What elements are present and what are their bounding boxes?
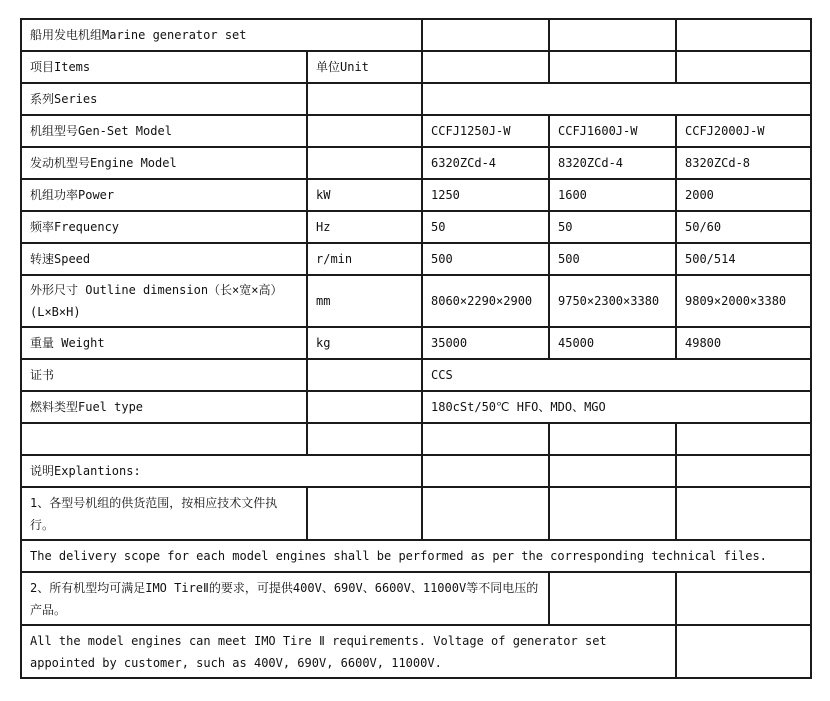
row-explanations-header [21, 455, 811, 487]
cell-frequency-label: 频率Frequency [21, 211, 307, 243]
cell-empty [422, 19, 549, 51]
cell-dimension-value-3: 9809×2000×3380 [676, 275, 811, 327]
cell-speed-value-3: 500/514 [676, 243, 811, 275]
cell-power-value-1: 1250 [422, 179, 549, 211]
row-frequency [21, 211, 811, 243]
cell-fuel-label: 燃料类型Fuel type [21, 391, 307, 423]
cell-speed-label: 转速Speed [21, 243, 307, 275]
cell-empty [307, 147, 422, 179]
cell-empty [307, 391, 422, 423]
cell-certificate-label: 证书 [21, 359, 307, 391]
cell-weight-unit: kg [307, 327, 422, 359]
cell-empty [307, 423, 422, 455]
cell-series-label: 系列Series [21, 83, 307, 115]
cell-note2-zh: 2、所有机型均可满足IMO TireⅡ的要求，可提供400V、690V、6600V、11000V等不同电压的产品。 [21, 572, 549, 625]
cell-frequency-value-3: 50/60 [676, 211, 811, 243]
cell-speed-value-2: 500 [549, 243, 676, 275]
cell-empty [549, 51, 676, 83]
cell-power-label: 机组功率Power [21, 179, 307, 211]
cell-speed-unit: r/min [307, 243, 422, 275]
cell-table-title: 船用发电机组Marine generator set [21, 19, 422, 51]
cell-dimension-unit: mm [307, 275, 422, 327]
row-power [21, 179, 811, 211]
row-note1-zh [21, 487, 811, 540]
row-dimension [21, 275, 811, 327]
cell-empty [21, 423, 307, 455]
cell-dimension-value-1: 8060×2290×2900 [422, 275, 549, 327]
cell-empty [549, 572, 676, 625]
row-note2-en [21, 625, 811, 678]
cell-empty [422, 423, 549, 455]
cell-engine-model-value-3: 8320ZCd-8 [676, 147, 811, 179]
cell-power-value-2: 1600 [549, 179, 676, 211]
cell-empty [676, 455, 811, 487]
dimension-label-line2: (L×B×H) [30, 305, 81, 319]
row-genset-model [21, 115, 811, 147]
row-blank [21, 423, 811, 455]
cell-power-unit: kW [307, 179, 422, 211]
row-title [21, 19, 811, 51]
cell-engine-model-label: 发动机型号Engine Model [21, 147, 307, 179]
cell-note1-en: The delivery scope for each model engines shall be performed as per the corresponding technical files. [21, 540, 811, 572]
cell-certificate-value: CCS [422, 359, 811, 391]
cell-genset-model-value-3: CCFJ2000J-W [676, 115, 811, 147]
cell-engine-model-value-1: 6320ZCd-4 [422, 147, 549, 179]
cell-unit-label: 单位Unit [307, 51, 422, 83]
row-engine-model [21, 147, 811, 179]
cell-items-label: 项目Items [21, 51, 307, 83]
cell-empty [307, 83, 422, 115]
cell-genset-model-value-2: CCFJ1600J-W [549, 115, 676, 147]
cell-empty [676, 19, 811, 51]
cell-dimension-value-2: 9750×2300×3380 [549, 275, 676, 327]
cell-empty [307, 359, 422, 391]
cell-empty [549, 487, 676, 540]
row-note1-en [21, 540, 811, 572]
cell-frequency-unit: Hz [307, 211, 422, 243]
cell-empty [676, 572, 811, 625]
dimension-label-line1: 外形尺寸 Outline dimension（长×宽×高） [30, 283, 283, 297]
row-weight [21, 327, 811, 359]
cell-engine-model-value-2: 8320ZCd-4 [549, 147, 676, 179]
cell-note2-en: All the model engines can meet IMO Tire Ⅱ requirements. Voltage of generator set appointed by customer, such as 400V, 690V, 6600V, 11000V. [21, 625, 676, 678]
cell-empty [676, 423, 811, 455]
cell-empty [549, 455, 676, 487]
marine-genset-spec-table [20, 18, 812, 679]
cell-empty [676, 625, 811, 678]
row-speed [21, 243, 811, 275]
cell-empty [676, 487, 811, 540]
cell-empty [422, 51, 549, 83]
row-items-unit [21, 51, 811, 83]
cell-speed-value-1: 500 [422, 243, 549, 275]
cell-explanations-label: 说明Explantions: [21, 455, 422, 487]
row-certificate [21, 359, 811, 391]
cell-frequency-value-2: 50 [549, 211, 676, 243]
cell-weight-value-1: 35000 [422, 327, 549, 359]
row-note2-zh [21, 572, 811, 625]
cell-weight-value-3: 49800 [676, 327, 811, 359]
cell-empty [307, 487, 422, 540]
cell-weight-value-2: 45000 [549, 327, 676, 359]
cell-empty [549, 19, 676, 51]
cell-weight-label: 重量 Weight [21, 327, 307, 359]
cell-empty [549, 423, 676, 455]
cell-dimension-label [21, 275, 307, 327]
cell-power-value-3: 2000 [676, 179, 811, 211]
cell-genset-model-value-1: CCFJ1250J-W [422, 115, 549, 147]
row-fuel [21, 391, 811, 423]
cell-empty [422, 83, 811, 115]
cell-fuel-value: 180cSt/50℃ HFO、MDO、MGO [422, 391, 811, 423]
row-series [21, 83, 811, 115]
cell-empty [422, 455, 549, 487]
cell-empty [422, 487, 549, 540]
cell-empty [676, 51, 811, 83]
cell-empty [307, 115, 422, 147]
cell-note1-zh: 1、各型号机组的供货范围，按相应技术文件执行。 [21, 487, 307, 540]
cell-frequency-value-1: 50 [422, 211, 549, 243]
cell-genset-model-label: 机组型号Gen-Set Model [21, 115, 307, 147]
